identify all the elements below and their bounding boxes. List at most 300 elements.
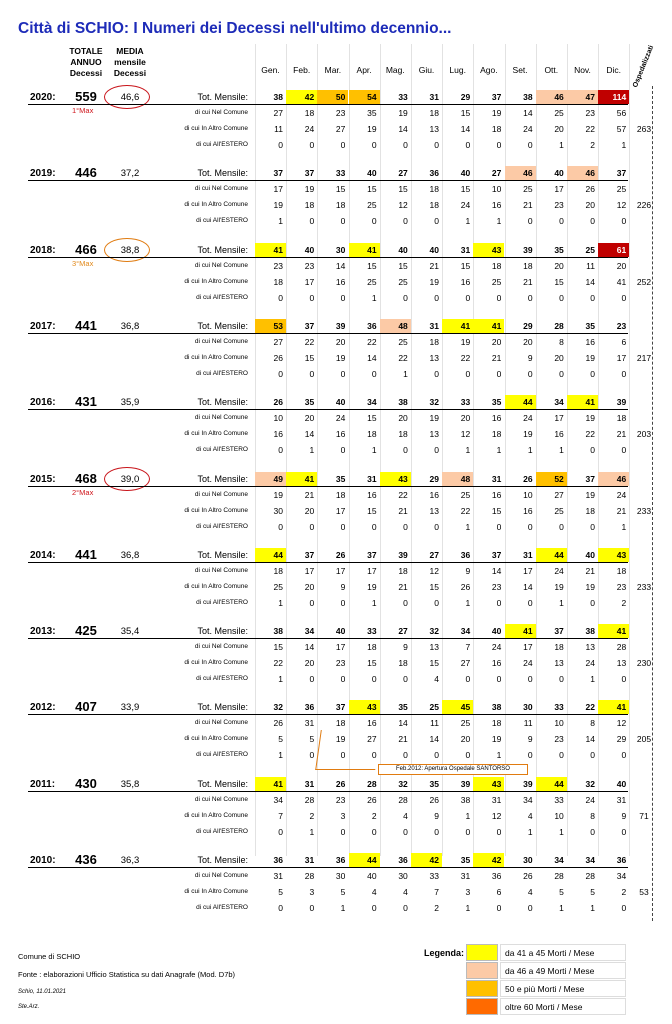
value-cell: 0 <box>559 292 564 303</box>
value-cell: 0 <box>465 826 471 837</box>
value-cell: 41 <box>598 624 629 638</box>
value-cell: 36 <box>398 855 408 865</box>
value-cell: 33 <box>429 871 439 881</box>
row-label: di cui Nel Comune <box>194 261 248 269</box>
value-cell: 0 <box>278 368 283 379</box>
value-cell: 21 <box>398 505 408 516</box>
total-underline <box>28 333 628 334</box>
total-underline <box>28 104 628 105</box>
row-altro <box>0 656 672 670</box>
value-cell: 13 <box>554 658 564 669</box>
value-cell: 0 <box>434 750 439 761</box>
value-cell: 27 <box>429 549 439 560</box>
value-cell: 35 <box>335 473 346 484</box>
value-cell: 19 <box>367 581 377 592</box>
value-cell: 1 <box>465 445 471 456</box>
value-cell: 14 <box>585 276 595 287</box>
hospitalized-count: 205 <box>636 734 652 745</box>
month-header: Gen. <box>261 65 280 75</box>
value-cell: 41 <box>598 700 629 714</box>
value-cell: 15 <box>554 276 564 287</box>
value-cell: 16 <box>429 489 439 500</box>
value-cell: 27 <box>335 124 346 134</box>
value-cell: 61 <box>598 243 629 257</box>
value-cell: 26 <box>460 581 471 592</box>
value-cell: 19 <box>367 124 377 134</box>
total-underline <box>28 486 628 487</box>
value-cell: 14 <box>304 429 315 440</box>
value-cell: 39 <box>523 244 533 255</box>
value-cell: 15 <box>367 184 377 195</box>
row-label: di cui All'ESTERO <box>196 522 248 530</box>
row-altro <box>0 198 672 212</box>
value-cell: 20 <box>304 581 315 592</box>
row-nel <box>0 411 672 425</box>
row-estero <box>0 214 672 228</box>
hospitalized-count: 230 <box>636 658 652 669</box>
value-cell: 36 <box>460 549 471 560</box>
month-header: Apr. <box>356 65 372 75</box>
value-cell: 40 <box>367 871 377 881</box>
value-cell: 18 <box>304 108 315 118</box>
value-cell: 49 <box>255 472 286 486</box>
row-tot <box>0 548 672 562</box>
value-cell: 31 <box>616 794 627 805</box>
legend-label: oltre 60 Morti / Mese <box>500 998 626 1015</box>
value-cell: 25 <box>585 244 595 255</box>
value-cell: 18 <box>335 718 346 729</box>
legend-swatch <box>466 962 498 979</box>
value-cell: 19 <box>335 734 346 745</box>
value-cell: 0 <box>527 140 533 150</box>
value-cell: 0 <box>496 597 502 608</box>
value-cell: 0 <box>434 826 439 837</box>
value-cell: 13 <box>429 642 439 653</box>
value-cell: 42 <box>286 90 317 104</box>
value-cell: 12 <box>616 200 627 211</box>
value-cell: 21 <box>585 565 595 576</box>
value-cell: 10 <box>523 489 533 500</box>
value-cell: 0 <box>559 216 564 227</box>
value-cell: 0 <box>621 750 627 761</box>
value-cell: 18 <box>491 260 502 271</box>
value-cell: 20 <box>335 336 346 347</box>
row-label: di cui Nel Comune <box>194 109 248 116</box>
value-cell: 1 <box>559 445 564 456</box>
value-cell: 7 <box>465 642 471 653</box>
value-cell: 14 <box>429 734 439 745</box>
value-cell: 9 <box>621 810 627 821</box>
value-cell: 22 <box>273 658 283 669</box>
value-cell: 0 <box>371 750 377 761</box>
annual-total: 468 <box>75 470 97 486</box>
row-label: di cui In Altro Comune <box>184 353 248 361</box>
value-cell: 44 <box>505 395 536 409</box>
value-cell: 40 <box>398 244 408 255</box>
value-cell: 19 <box>585 489 595 500</box>
value-cell: 27 <box>398 626 408 637</box>
row-label: di cui Nel Comune <box>194 414 248 422</box>
value-cell: 30 <box>335 871 346 881</box>
value-cell: 10 <box>273 413 283 424</box>
value-cell: 15 <box>398 184 408 195</box>
value-cell: 23 <box>616 581 627 592</box>
total-underline <box>28 409 628 410</box>
value-cell: 4 <box>403 887 408 897</box>
value-cell: 114 <box>598 90 629 104</box>
value-cell: 39 <box>460 778 471 789</box>
value-cell: 16 <box>554 429 564 440</box>
value-cell: 17 <box>554 184 564 195</box>
value-cell: 5 <box>340 887 346 897</box>
value-cell: 17 <box>335 565 346 576</box>
row-altro <box>0 504 672 518</box>
header-totale: TOTALE ANNUO Decessi <box>69 46 103 78</box>
value-cell: 15 <box>429 581 439 592</box>
value-cell: 0 <box>496 521 502 532</box>
legend-swatch <box>466 998 498 1015</box>
month-header: Ott. <box>544 65 559 75</box>
value-cell: 31 <box>460 244 471 255</box>
value-cell: 28 <box>554 871 564 881</box>
annual-total: 446 <box>75 165 97 181</box>
value-cell: 8 <box>590 718 595 729</box>
legend-title: Legenda: <box>424 948 465 958</box>
value-cell: 26 <box>335 778 346 789</box>
value-cell: 0 <box>309 521 315 532</box>
value-cell: 39 <box>335 320 346 331</box>
value-cell: 1 <box>496 216 502 227</box>
value-cell: 27 <box>273 336 283 347</box>
value-cell: 28 <box>304 794 315 805</box>
value-cell: 33 <box>335 168 346 179</box>
row-nel <box>0 335 672 349</box>
value-cell: 15 <box>367 413 377 424</box>
value-cell: 43 <box>349 700 380 714</box>
hospitalized-count: 226 <box>636 200 652 211</box>
value-cell: 0 <box>403 750 408 761</box>
month-header: Set. <box>512 65 528 75</box>
value-cell: 41 <box>255 243 286 257</box>
value-cell: 18 <box>335 200 346 211</box>
value-cell: 14 <box>398 718 408 729</box>
value-cell: 21 <box>616 505 627 516</box>
value-cell: 12 <box>460 429 471 440</box>
row-tot <box>0 472 672 486</box>
value-cell: 57 <box>616 124 627 134</box>
value-cell: 24 <box>460 200 471 211</box>
row-label: di cui All'ESTERO <box>196 827 248 835</box>
value-cell: 0 <box>309 750 315 761</box>
annual-total: 407 <box>75 699 97 715</box>
value-cell: 0 <box>340 445 346 456</box>
value-cell: 6 <box>621 336 627 347</box>
row-label: di cui In Altro Comune <box>184 735 248 743</box>
value-cell: 0 <box>309 140 315 150</box>
value-cell: 12 <box>491 810 502 821</box>
value-cell: 0 <box>309 597 315 608</box>
value-cell: 4 <box>371 887 377 897</box>
value-cell: 21 <box>616 429 627 440</box>
value-cell: 19 <box>554 581 564 592</box>
value-cell: 18 <box>491 429 502 440</box>
value-cell: 20 <box>554 124 564 134</box>
row-label: di cui In Altro Comune <box>184 811 248 819</box>
legend-label: da 41 a 45 Morti / Mese <box>500 944 626 961</box>
value-cell: 35 <box>398 702 408 713</box>
value-cell: 0 <box>371 826 377 837</box>
value-cell: 23 <box>616 320 627 331</box>
value-cell: 19 <box>585 581 595 592</box>
row-label: di cui Nel Comune <box>194 185 248 193</box>
value-cell: 0 <box>340 597 346 608</box>
row-tot <box>0 700 672 714</box>
value-cell: 24 <box>304 124 315 134</box>
value-cell: 16 <box>335 276 346 287</box>
value-cell: 2 <box>434 903 439 913</box>
value-cell: 37 <box>304 320 315 331</box>
value-cell: 0 <box>527 750 533 761</box>
value-cell: 31 <box>523 549 533 560</box>
value-cell: 15 <box>367 260 377 271</box>
monthly-average: 35,9 <box>120 397 140 409</box>
value-cell: 21 <box>398 581 408 592</box>
value-cell: 0 <box>590 216 595 227</box>
value-cell: 25 <box>460 489 471 500</box>
value-cell: 40 <box>429 244 439 255</box>
value-cell: 40 <box>491 626 502 637</box>
value-cell: 38 <box>460 794 471 805</box>
total-underline <box>28 867 628 868</box>
value-cell: 39 <box>616 397 627 408</box>
value-cell: 20 <box>304 413 315 424</box>
value-cell: 1 <box>559 826 564 837</box>
value-cell: 53 <box>255 319 286 333</box>
row-estero <box>0 672 672 686</box>
value-cell: 19 <box>523 429 533 440</box>
value-cell: 46 <box>567 166 598 180</box>
legend-swatch <box>466 980 498 997</box>
value-cell: 0 <box>371 521 377 532</box>
value-cell: 19 <box>585 352 595 363</box>
value-cell: 27 <box>398 168 408 179</box>
hospitalized-count: 217 <box>636 352 652 363</box>
value-cell: 41 <box>567 395 598 409</box>
value-cell: 0 <box>403 292 408 303</box>
value-cell: 14 <box>585 734 595 745</box>
value-cell: 1 <box>465 810 471 821</box>
value-cell: 1 <box>309 826 315 837</box>
monthly-average: 37,2 <box>120 168 140 180</box>
value-cell: 44 <box>536 777 567 791</box>
value-cell: 1 <box>559 140 564 150</box>
value-cell: 25 <box>398 276 408 287</box>
value-cell: 26 <box>523 871 533 881</box>
annual-total: 441 <box>75 317 97 333</box>
value-cell: 18 <box>554 642 564 653</box>
value-cell: 19 <box>460 336 471 347</box>
value-cell: 0 <box>434 216 439 227</box>
hospitalized-count: 252 <box>636 276 652 287</box>
value-cell: 34 <box>273 794 283 805</box>
value-cell: 24 <box>523 124 533 134</box>
value-cell: 37 <box>616 168 627 179</box>
value-cell: 20 <box>304 658 315 669</box>
value-cell: 37 <box>304 168 315 179</box>
row-tot <box>0 319 672 333</box>
value-cell: 20 <box>554 260 564 271</box>
value-cell: 27 <box>460 658 471 669</box>
value-cell: 19 <box>585 413 595 424</box>
value-cell: 22 <box>585 124 595 134</box>
row-tot <box>0 395 672 409</box>
row-label: di cui All'ESTERO <box>196 751 248 759</box>
value-cell: 17 <box>273 184 283 195</box>
value-cell: 9 <box>403 642 408 653</box>
value-cell: 16 <box>491 413 502 424</box>
year-label: 2010: <box>30 855 56 866</box>
value-cell: 23 <box>491 581 502 592</box>
value-cell: 54 <box>349 90 380 104</box>
value-cell: 10 <box>554 718 564 729</box>
value-cell: 17 <box>616 352 627 363</box>
row-estero <box>0 520 672 534</box>
max-rank-note: 1°Max <box>72 106 94 115</box>
value-cell: 16 <box>367 718 377 729</box>
value-cell: 18 <box>304 200 315 211</box>
note-ospedale: Feb.2012: Apertura Ospedale SANTORSO <box>378 764 528 775</box>
value-cell: 4 <box>527 810 533 821</box>
value-cell: 0 <box>527 674 533 685</box>
value-cell: 19 <box>491 734 502 745</box>
value-cell: 50 <box>317 90 348 104</box>
value-cell: 26 <box>523 473 533 484</box>
value-cell: 25 <box>460 718 471 729</box>
value-cell: 21 <box>398 734 408 745</box>
value-cell: 25 <box>554 108 564 118</box>
value-cell: 40 <box>554 168 564 179</box>
value-cell: 16 <box>585 336 595 347</box>
value-cell: 11 <box>523 718 533 729</box>
value-cell: 27 <box>273 108 283 118</box>
value-cell: 33 <box>398 92 408 102</box>
row-label: Tot. Mensile: <box>197 92 248 102</box>
row-label: Tot. Mensile: <box>197 626 248 637</box>
value-cell: 0 <box>621 674 627 685</box>
value-cell: 0 <box>403 521 408 532</box>
value-cell: 35 <box>491 397 502 408</box>
value-cell: 35 <box>429 778 439 789</box>
value-cell: 0 <box>590 826 595 837</box>
value-cell: 24 <box>335 413 346 424</box>
value-cell: 34 <box>304 626 315 637</box>
value-cell: 20 <box>460 734 471 745</box>
value-cell: 1 <box>559 597 564 608</box>
row-tot <box>0 853 672 867</box>
value-cell: 42 <box>473 853 504 867</box>
value-cell: 40 <box>616 778 627 789</box>
value-cell: 0 <box>496 368 502 379</box>
value-cell: 0 <box>403 216 408 227</box>
value-cell: 0 <box>434 597 439 608</box>
value-cell: 1 <box>371 445 377 456</box>
row-altro <box>0 427 672 441</box>
value-cell: 42 <box>411 853 442 867</box>
value-cell: 1 <box>621 140 627 150</box>
year-label: 2018: <box>30 244 56 256</box>
value-cell: 21 <box>304 489 315 500</box>
month-header: Lug. <box>449 65 466 75</box>
row-label: di cui All'ESTERO <box>196 446 248 454</box>
value-cell: 36 <box>491 871 502 881</box>
value-cell: 26 <box>273 397 283 408</box>
value-cell: 22 <box>398 489 408 500</box>
footer-autore: Ste.Arz. <box>18 1004 40 1010</box>
total-underline <box>28 638 628 639</box>
value-cell: 27 <box>554 489 564 500</box>
value-cell: 38 <box>273 626 283 637</box>
value-cell: 20 <box>616 260 627 271</box>
value-cell: 1 <box>278 597 283 608</box>
value-cell: 15 <box>335 184 346 195</box>
row-label: di cui Nel Comune <box>194 643 248 651</box>
value-cell: 44 <box>255 548 286 562</box>
value-cell: 20 <box>523 336 533 347</box>
monthly-average: 39,0 <box>120 473 140 485</box>
value-cell: 9 <box>340 581 346 592</box>
value-cell: 0 <box>527 597 533 608</box>
year-label: 2016: <box>30 397 56 409</box>
value-cell: 24 <box>491 642 502 653</box>
value-cell: 14 <box>460 124 471 134</box>
value-cell: 10 <box>554 810 564 821</box>
value-cell: 26 <box>429 794 439 805</box>
value-cell: 18 <box>429 108 439 118</box>
value-cell: 1 <box>559 903 564 913</box>
value-cell: 24 <box>616 489 627 500</box>
monthly-average: 36,3 <box>120 855 140 866</box>
value-cell: 28 <box>398 794 408 805</box>
value-cell: 1 <box>403 368 408 379</box>
value-cell: 0 <box>621 216 627 227</box>
value-cell: 33 <box>460 397 471 408</box>
annual-total: 466 <box>75 241 97 257</box>
value-cell: 0 <box>278 140 283 150</box>
hospitalized-count: 233 <box>636 505 652 516</box>
value-cell: 0 <box>559 368 564 379</box>
value-cell: 0 <box>278 445 283 456</box>
row-label: di cui Nel Comune <box>194 566 248 574</box>
value-cell: 12 <box>429 565 439 576</box>
value-cell: 0 <box>621 445 627 456</box>
value-cell: 0 <box>309 216 315 227</box>
value-cell: 26 <box>273 718 283 729</box>
value-cell: 16 <box>273 429 283 440</box>
value-cell: 0 <box>309 674 315 685</box>
value-cell: 18 <box>429 200 439 211</box>
footer-fonte: Fonte : elaborazioni Ufficio Statistica su dati Anagrafe (Mod. D7b) <box>18 970 236 979</box>
max-rank-note: 3°Max <box>72 258 94 268</box>
value-cell: 22 <box>585 702 595 713</box>
value-cell: 0 <box>340 750 346 761</box>
value-cell: 14 <box>367 352 377 363</box>
value-cell: 56 <box>616 108 627 118</box>
row-nel <box>0 716 672 730</box>
value-cell: 6 <box>496 887 502 897</box>
value-cell: 1 <box>590 903 595 913</box>
value-cell: 14 <box>523 108 533 118</box>
value-cell: 29 <box>429 473 439 484</box>
